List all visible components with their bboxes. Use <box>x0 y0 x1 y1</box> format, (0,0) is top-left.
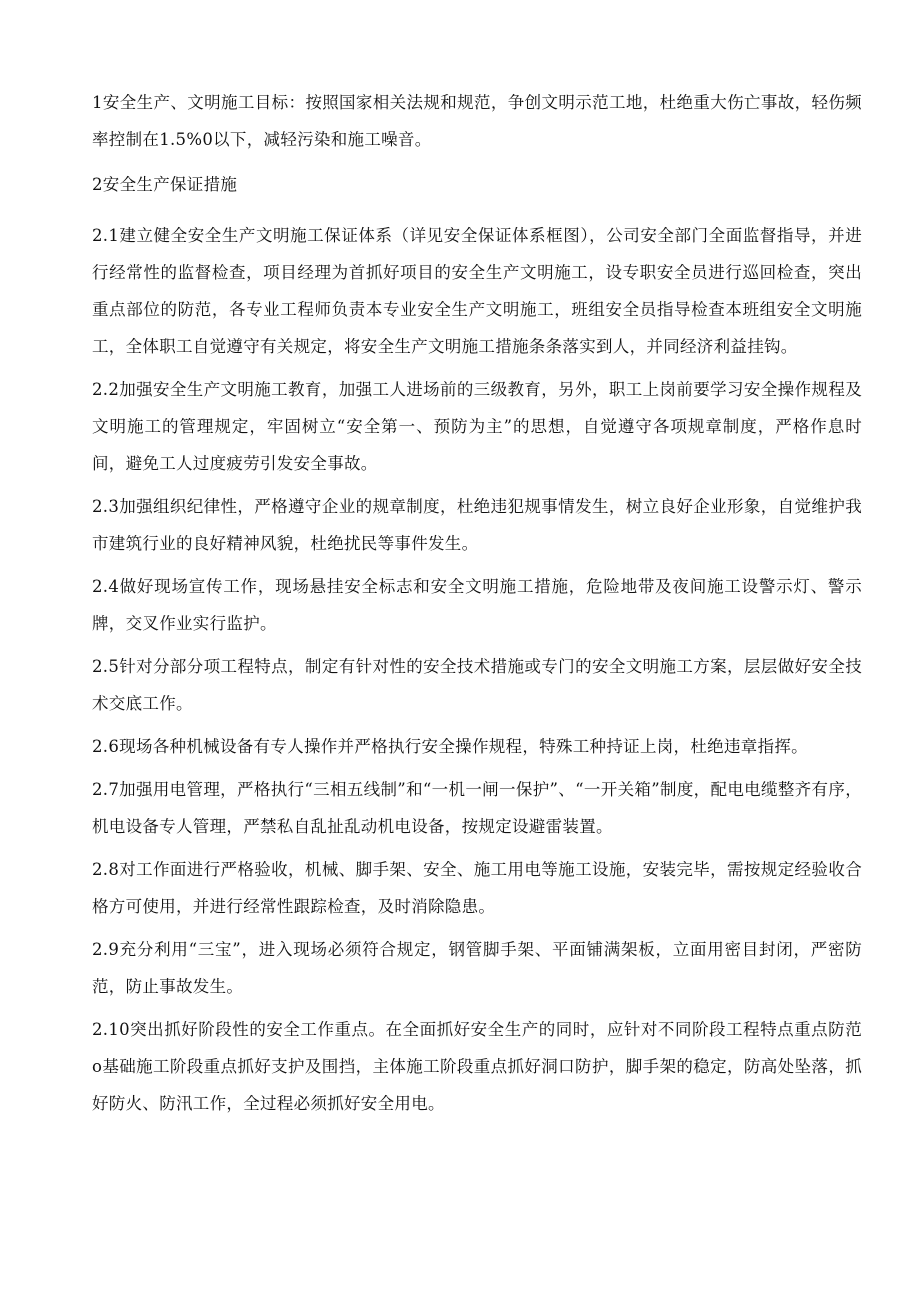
paragraph-2-2: 2.2加强安全生产文明施工教育，加强工人进场前的三级教育，另外，职工上岗前要学习安全操作规程及文明施工的管理规定，牢固树立“安全第一、预防为主”的思想，自觉遵守各项规章制度，严格作息时间，避免工人过度疲劳引发安全事故。 <box>92 380 862 473</box>
paragraph-2-6: 2.6现场各种机械设备有专人操作并严格执行安全操作规程，特殊工种持证上岗，杜绝违章指挥。 <box>92 737 808 756</box>
paragraph-2-4: 2.4做好现场宣传工作，现场悬挂安全标志和安全文明施工措施，危险地带及夜间施工设警示灯、警示牌，交叉作业实行监护。 <box>92 577 862 633</box>
paragraph-2-9: 2.9充分利用“三宝”，进入现场必须符合规定，钢管脚手架、平面铺满架板，立面用密目封闭，严密防范，防止事故发生。 <box>92 940 862 996</box>
paragraph-2-1: 2.1建立健全安全生产文明施工保证体系（详见安全保证体系框图），公司安全部门全面监督指导，并进行经常性的监督检查，项目经理为首抓好项目的安全生产文明施工，设专职安全员进行巡回检查，突出重点部位的防范，各专业工程师负责本专业安全生产文明施工，班组安全员指导检查本班组安全文明施工，全体职工自觉遵守有关规定，将安全生产文明施工措施条条落实到人，并同经济利益挂钩。 <box>92 226 862 356</box>
paragraph-2-7: 2.7加强用电管理，严格执行“三相五线制”和“一机一闸一保护”、“一开关箱”制度，配电电缆整齐有序，机电设备专人管理，严禁私自乱扯乱动机电设备，按规定设避雷装置。 <box>92 780 862 836</box>
paragraph-2-8: 2.8对工作面进行严格验收，机械、脚手架、安全、施工用电等施工设施，安装完毕，需按规定经验收合格方可使用，并进行经常性跟踪检查，及时消除隐患。 <box>92 860 862 916</box>
section-heading-safety-measures: 2安全生产保证措施 <box>92 175 238 194</box>
paragraph-safety-goal: 1安全生产、文明施工目标：按照国家相关法规和规范，争创文明示范工地，杜绝重大伤亡事故，轻伤频率控制在1.5%0以下，减轻污染和施工噪音。 <box>92 93 862 149</box>
paragraph-2-3: 2.3加强组织纪律性，严格遵守企业的规章制度，杜绝违犯规事情发生，树立良好企业形象，自觉维护我市建筑行业的良好精神风貌，杜绝扰民等事件发生。 <box>92 497 862 553</box>
paragraph-2-10: 2.10突出抓好阶段性的安全工作重点。在全面抓好安全生产的同时，应针对不同阶段工程特点重点防范o基础施工阶段重点抓好支护及围挡，主体施工阶段重点抓好洞口防护，脚手架的稳定，防高处坠落，抓好防火、防汛工作，全过程必须抓好安全用电。 <box>92 1020 862 1113</box>
document-body <box>92 84 862 1128</box>
paragraph-2-5: 2.5针对分部分项工程特点，制定有针对性的安全技术措施或专门的安全文明施工方案，层层做好安全技术交底工作。 <box>92 657 862 713</box>
